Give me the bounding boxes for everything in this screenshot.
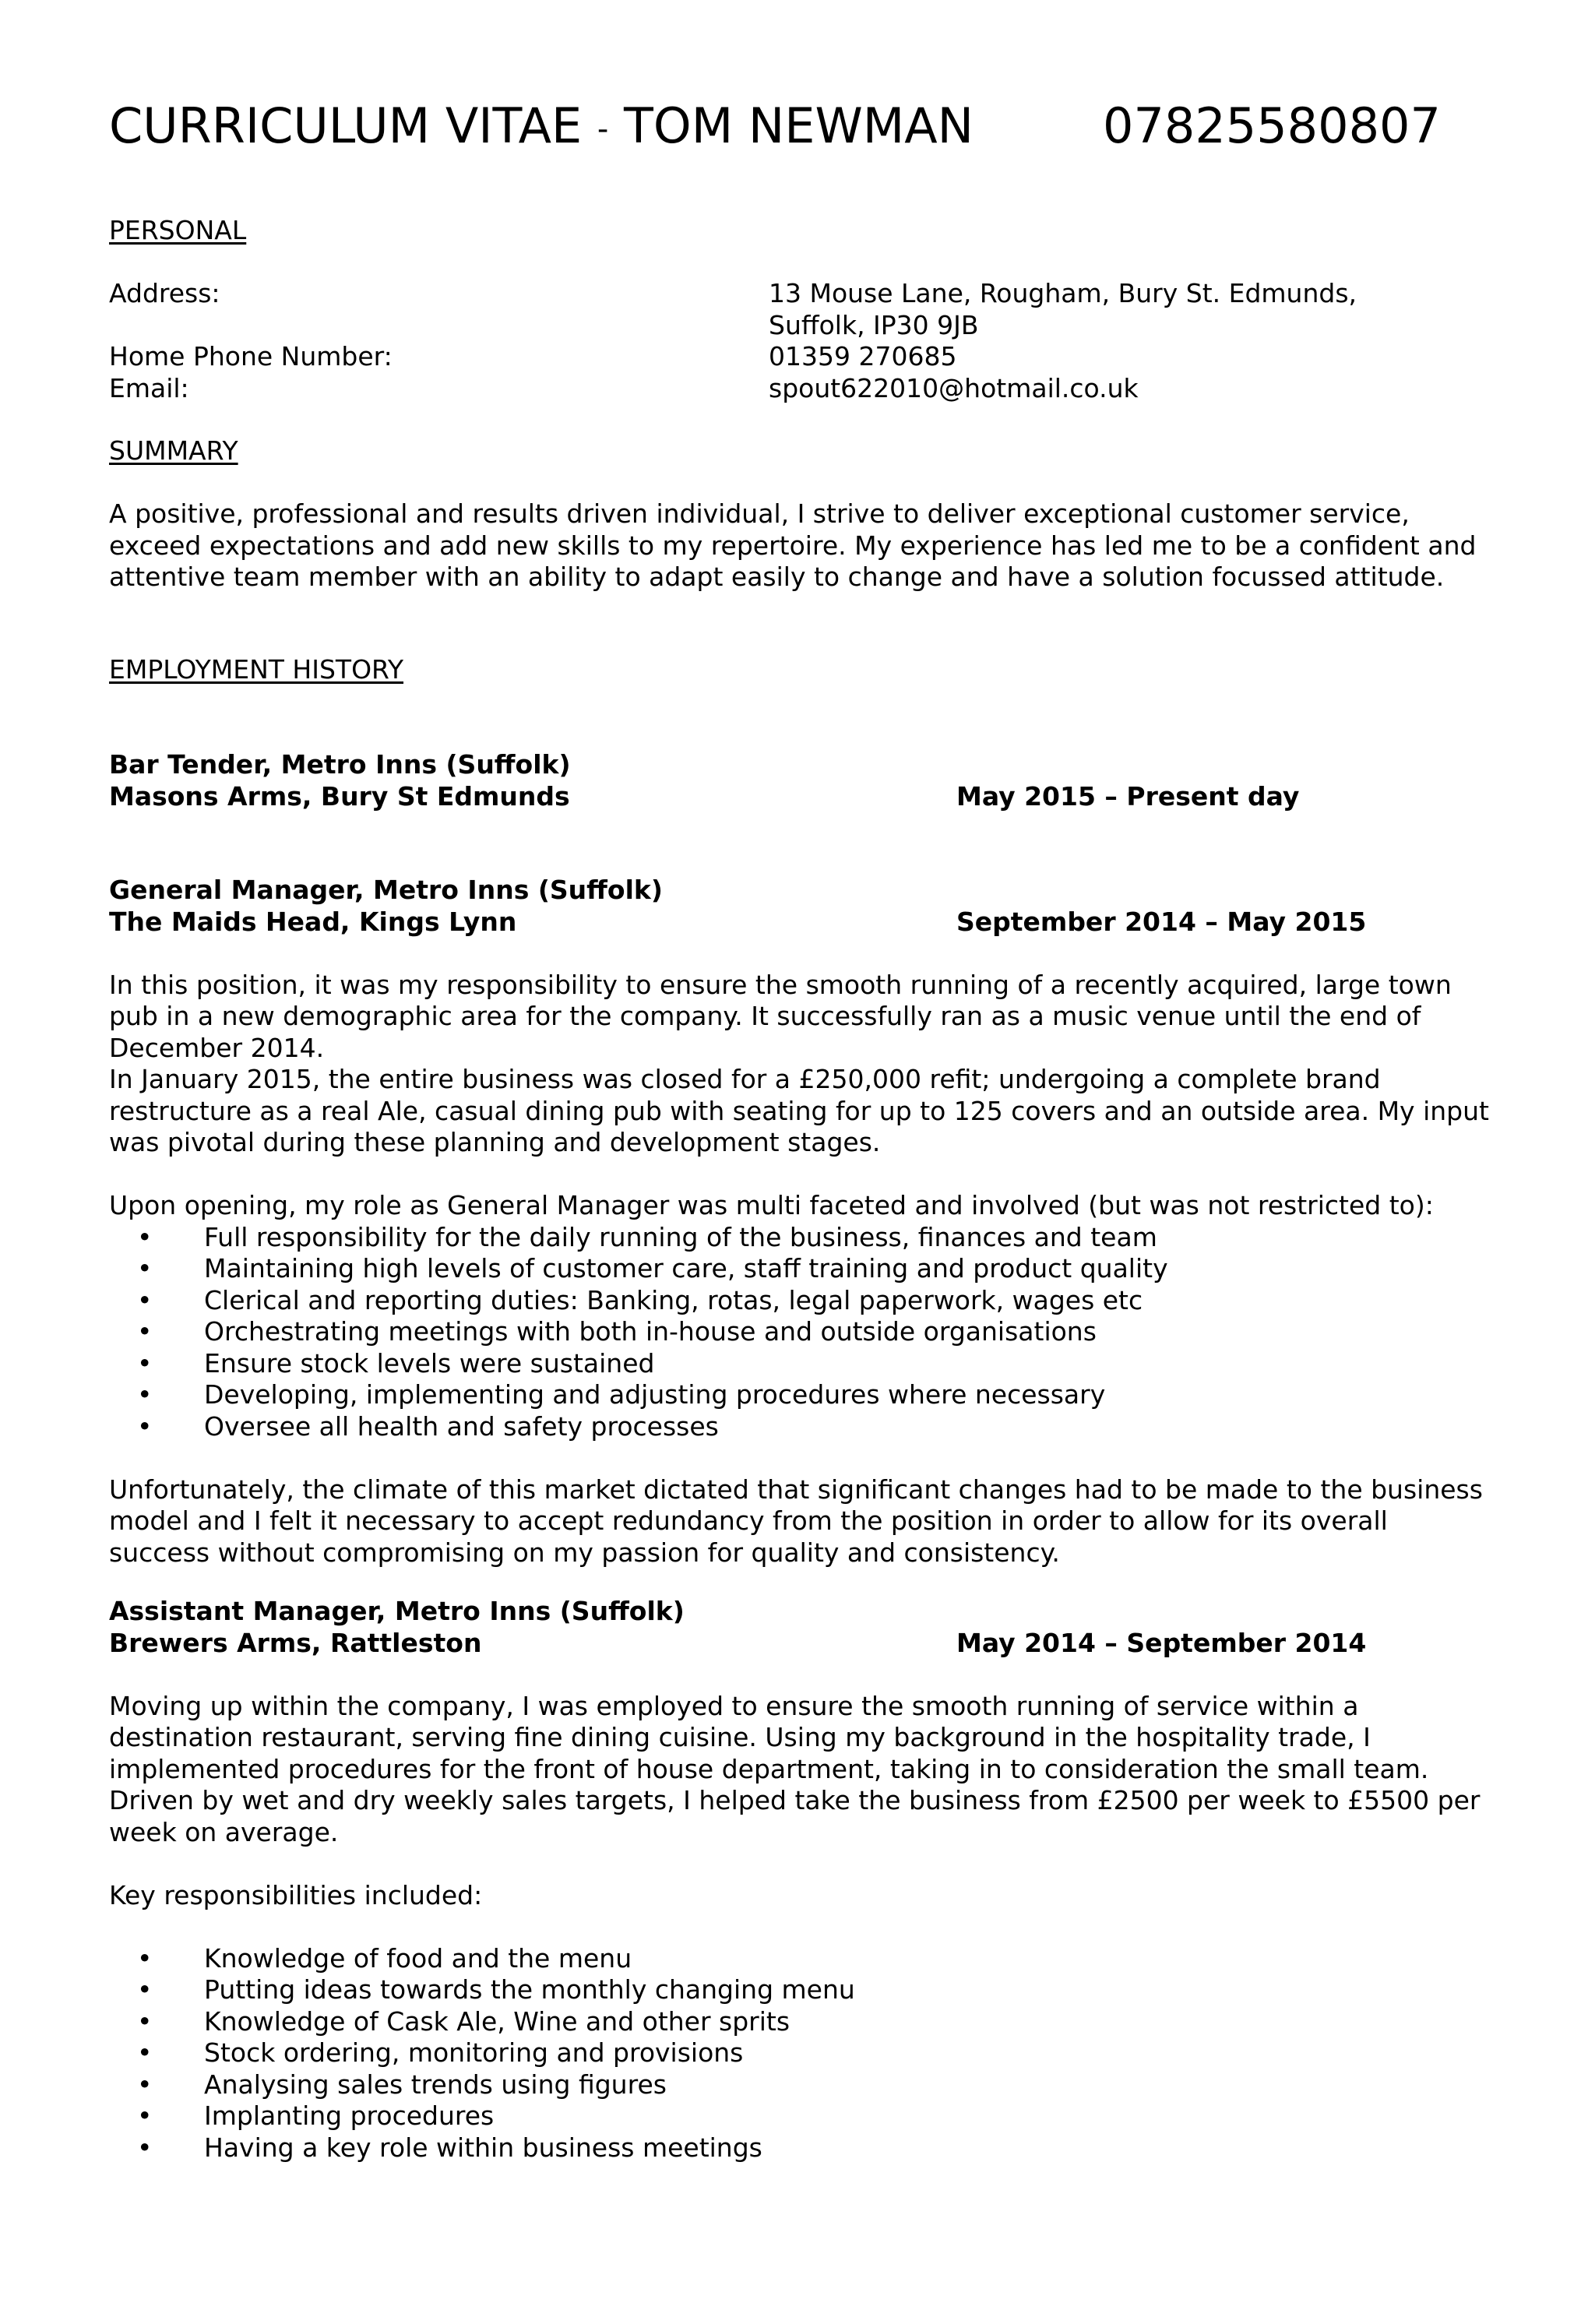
job1-place-row bbox=[109, 781, 1495, 813]
bullet-item bbox=[109, 2037, 1495, 2069]
job1-dates: May 2015 – Present day bbox=[956, 780, 1300, 812]
bullet-item bbox=[109, 2132, 1495, 2164]
bullet-item bbox=[109, 1222, 1495, 1254]
bullet-dot-icon: • bbox=[137, 2037, 153, 2068]
job2-intro: Upon opening, my role as General Manager was multi faceted and involved (but was not restricted to): bbox=[109, 1190, 1434, 1220]
bullet-dot-icon: • bbox=[137, 1253, 153, 1283]
email-label: Email: bbox=[109, 372, 189, 403]
bullet-item bbox=[109, 1316, 1495, 1348]
job2-place-row bbox=[109, 907, 1495, 938]
bullet-text: Orchestrating meetings with both in-house and outside organisations bbox=[204, 1316, 1097, 1347]
job2-bullet-list bbox=[109, 1222, 1495, 1443]
bullet-item bbox=[109, 1285, 1495, 1317]
bullet-dot-icon: • bbox=[137, 2005, 153, 2037]
job2-title: General Manager, Metro Inns (Suffolk) bbox=[109, 875, 663, 905]
bullet-dot-icon: • bbox=[137, 2100, 153, 2131]
summary-section bbox=[109, 435, 1495, 593]
bullet-text: Full responsibility for the daily running of the business, finances and team bbox=[204, 1221, 1157, 1252]
bullet-text: Knowledge of food and the menu bbox=[204, 1942, 632, 1974]
bullet-text: Putting ideas towards the monthly changing menu bbox=[204, 1974, 855, 2005]
job2-closing: Unfortunately, the climate of this market dictated that significant changes had to be made to the business model and I felt it necessary to accept redundancy from the position in order to allow for its overall success without compromising on my passion for quality and consistency. bbox=[109, 1474, 1483, 1568]
bullet-dot-icon: • bbox=[137, 1942, 153, 1974]
bullet-item bbox=[109, 1943, 1495, 1975]
personal-heading: PERSONAL bbox=[109, 215, 247, 245]
address-label: Address: bbox=[109, 278, 220, 308]
bullet-dot-icon: • bbox=[137, 1221, 153, 1252]
bullet-text: Ensure stock levels were sustained bbox=[204, 1347, 655, 1379]
cv-title: CURRICULUM VITAE bbox=[109, 97, 583, 154]
bullet-item bbox=[109, 1411, 1495, 1443]
bullet-item bbox=[109, 2100, 1495, 2132]
header-phone: 07825580807 bbox=[1103, 97, 1441, 154]
email-row bbox=[109, 373, 1495, 405]
address-line1: 13 Mouse Lane, Rougham, Bury St. Edmunds, bbox=[769, 278, 1357, 308]
personal-section bbox=[109, 215, 1495, 404]
job3-bullet-list bbox=[109, 1943, 1495, 2164]
address-row-2 bbox=[109, 310, 1495, 342]
phone-label: Home Phone Number: bbox=[109, 341, 393, 371]
job2-para1: In this position, it was my responsibility to ensure the smooth running of a recently acquired, large town pub in a new demographic area for the company. It successfully ran as a music venue until the end of December 2014. bbox=[109, 969, 1452, 1063]
summary-heading: SUMMARY bbox=[109, 435, 238, 466]
bullet-dot-icon: • bbox=[137, 1974, 153, 2005]
bullet-text: Knowledge of Cask Ale, Wine and other sprits bbox=[204, 2005, 790, 2037]
employment-section bbox=[109, 654, 1495, 686]
job3-title: Assistant Manager, Metro Inns (Suffolk) bbox=[109, 1596, 685, 1626]
job3-para1: Moving up within the company, I was employed to ensure the smooth running of service within a destination restaurant, serving fine dining cuisine. Using my background in the hospitality trade, I implemented procedures for the front of house department, taking in to consideration the small team. Driven by wet and dry weekly sales targets, I helped take the business from £2500 per week to £5500 per week on average. bbox=[109, 1690, 1481, 1847]
bullet-item bbox=[109, 1379, 1495, 1411]
bullet-dot-icon: • bbox=[137, 2132, 153, 2163]
address-line2: Suffolk, IP30 9JB bbox=[769, 309, 979, 340]
bullet-dot-icon: • bbox=[137, 1379, 153, 1410]
bullet-item bbox=[109, 2006, 1495, 2038]
job-bar-tender bbox=[109, 749, 1495, 812]
job1-title: Bar Tender, Metro Inns (Suffolk) bbox=[109, 749, 571, 780]
bullet-text: Stock ordering, monitoring and provisions bbox=[204, 2037, 744, 2068]
bullet-dot-icon: • bbox=[137, 2069, 153, 2100]
bullet-text: Having a key role within business meetings bbox=[204, 2132, 762, 2163]
bullet-text: Oversee all health and safety processes bbox=[204, 1410, 719, 1442]
bullet-text: Clerical and reporting duties: Banking, rotas, legal paperwork, wages etc bbox=[204, 1284, 1143, 1315]
bullet-text: Analysing sales trends using figures bbox=[204, 2069, 667, 2100]
address-row bbox=[109, 278, 1495, 310]
bullet-item bbox=[109, 1253, 1495, 1285]
bullet-dot-icon: • bbox=[137, 1347, 153, 1379]
email-value: spout622010@hotmail.co.uk bbox=[769, 372, 1139, 403]
phone-value: 01359 270685 bbox=[769, 341, 957, 371]
job3-intro: Key responsibilities included: bbox=[109, 1879, 483, 1910]
job2-place: The Maids Head, Kings Lynn bbox=[109, 906, 517, 937]
job-general-manager bbox=[109, 875, 1495, 1569]
phone-row bbox=[109, 341, 1495, 373]
bullet-item bbox=[109, 1348, 1495, 1380]
job3-dates: May 2014 – September 2014 bbox=[956, 1627, 1367, 1658]
bullet-text: Maintaining high levels of customer care, staff training and product quality bbox=[204, 1253, 1168, 1283]
bullet-dot-icon: • bbox=[137, 1284, 153, 1315]
title-separator: - bbox=[597, 111, 609, 147]
cv-header bbox=[109, 95, 1495, 157]
job1-place: Masons Arms, Bury St Edmunds bbox=[109, 780, 570, 812]
summary-text: A positive, professional and results driven individual, I strive to deliver exceptional customer service, exceed expectations and add new skills to my repertoire. My experience has led me to be a confident and attentive team member with an ability to adapt easily to change and have a solution focussed attitude. bbox=[109, 498, 1477, 592]
employment-heading: EMPLOYMENT HISTORY bbox=[109, 654, 404, 685]
bullet-text: Implanting procedures bbox=[204, 2100, 495, 2131]
job-assistant-manager bbox=[109, 1596, 1495, 2164]
job3-place: Brewers Arms, Rattleston bbox=[109, 1627, 482, 1658]
bullet-item bbox=[109, 1974, 1495, 2006]
bullet-dot-icon: • bbox=[137, 1316, 153, 1347]
candidate-name: TOM NEWMAN bbox=[624, 97, 974, 154]
job3-place-row bbox=[109, 1628, 1495, 1660]
bullet-item bbox=[109, 2069, 1495, 2101]
bullet-dot-icon: • bbox=[137, 1410, 153, 1442]
bullet-text: Developing, implementing and adjusting procedures where necessary bbox=[204, 1379, 1106, 1410]
job2-dates: September 2014 – May 2015 bbox=[956, 906, 1367, 937]
job2-para2: In January 2015, the entire business was closed for a £250,000 refit; undergoing a complete brand restructure as a real Ale, casual dining pub with seating for up to 125 covers and an outside area. My input was pivotal during these planning and development stages. bbox=[109, 1064, 1489, 1157]
